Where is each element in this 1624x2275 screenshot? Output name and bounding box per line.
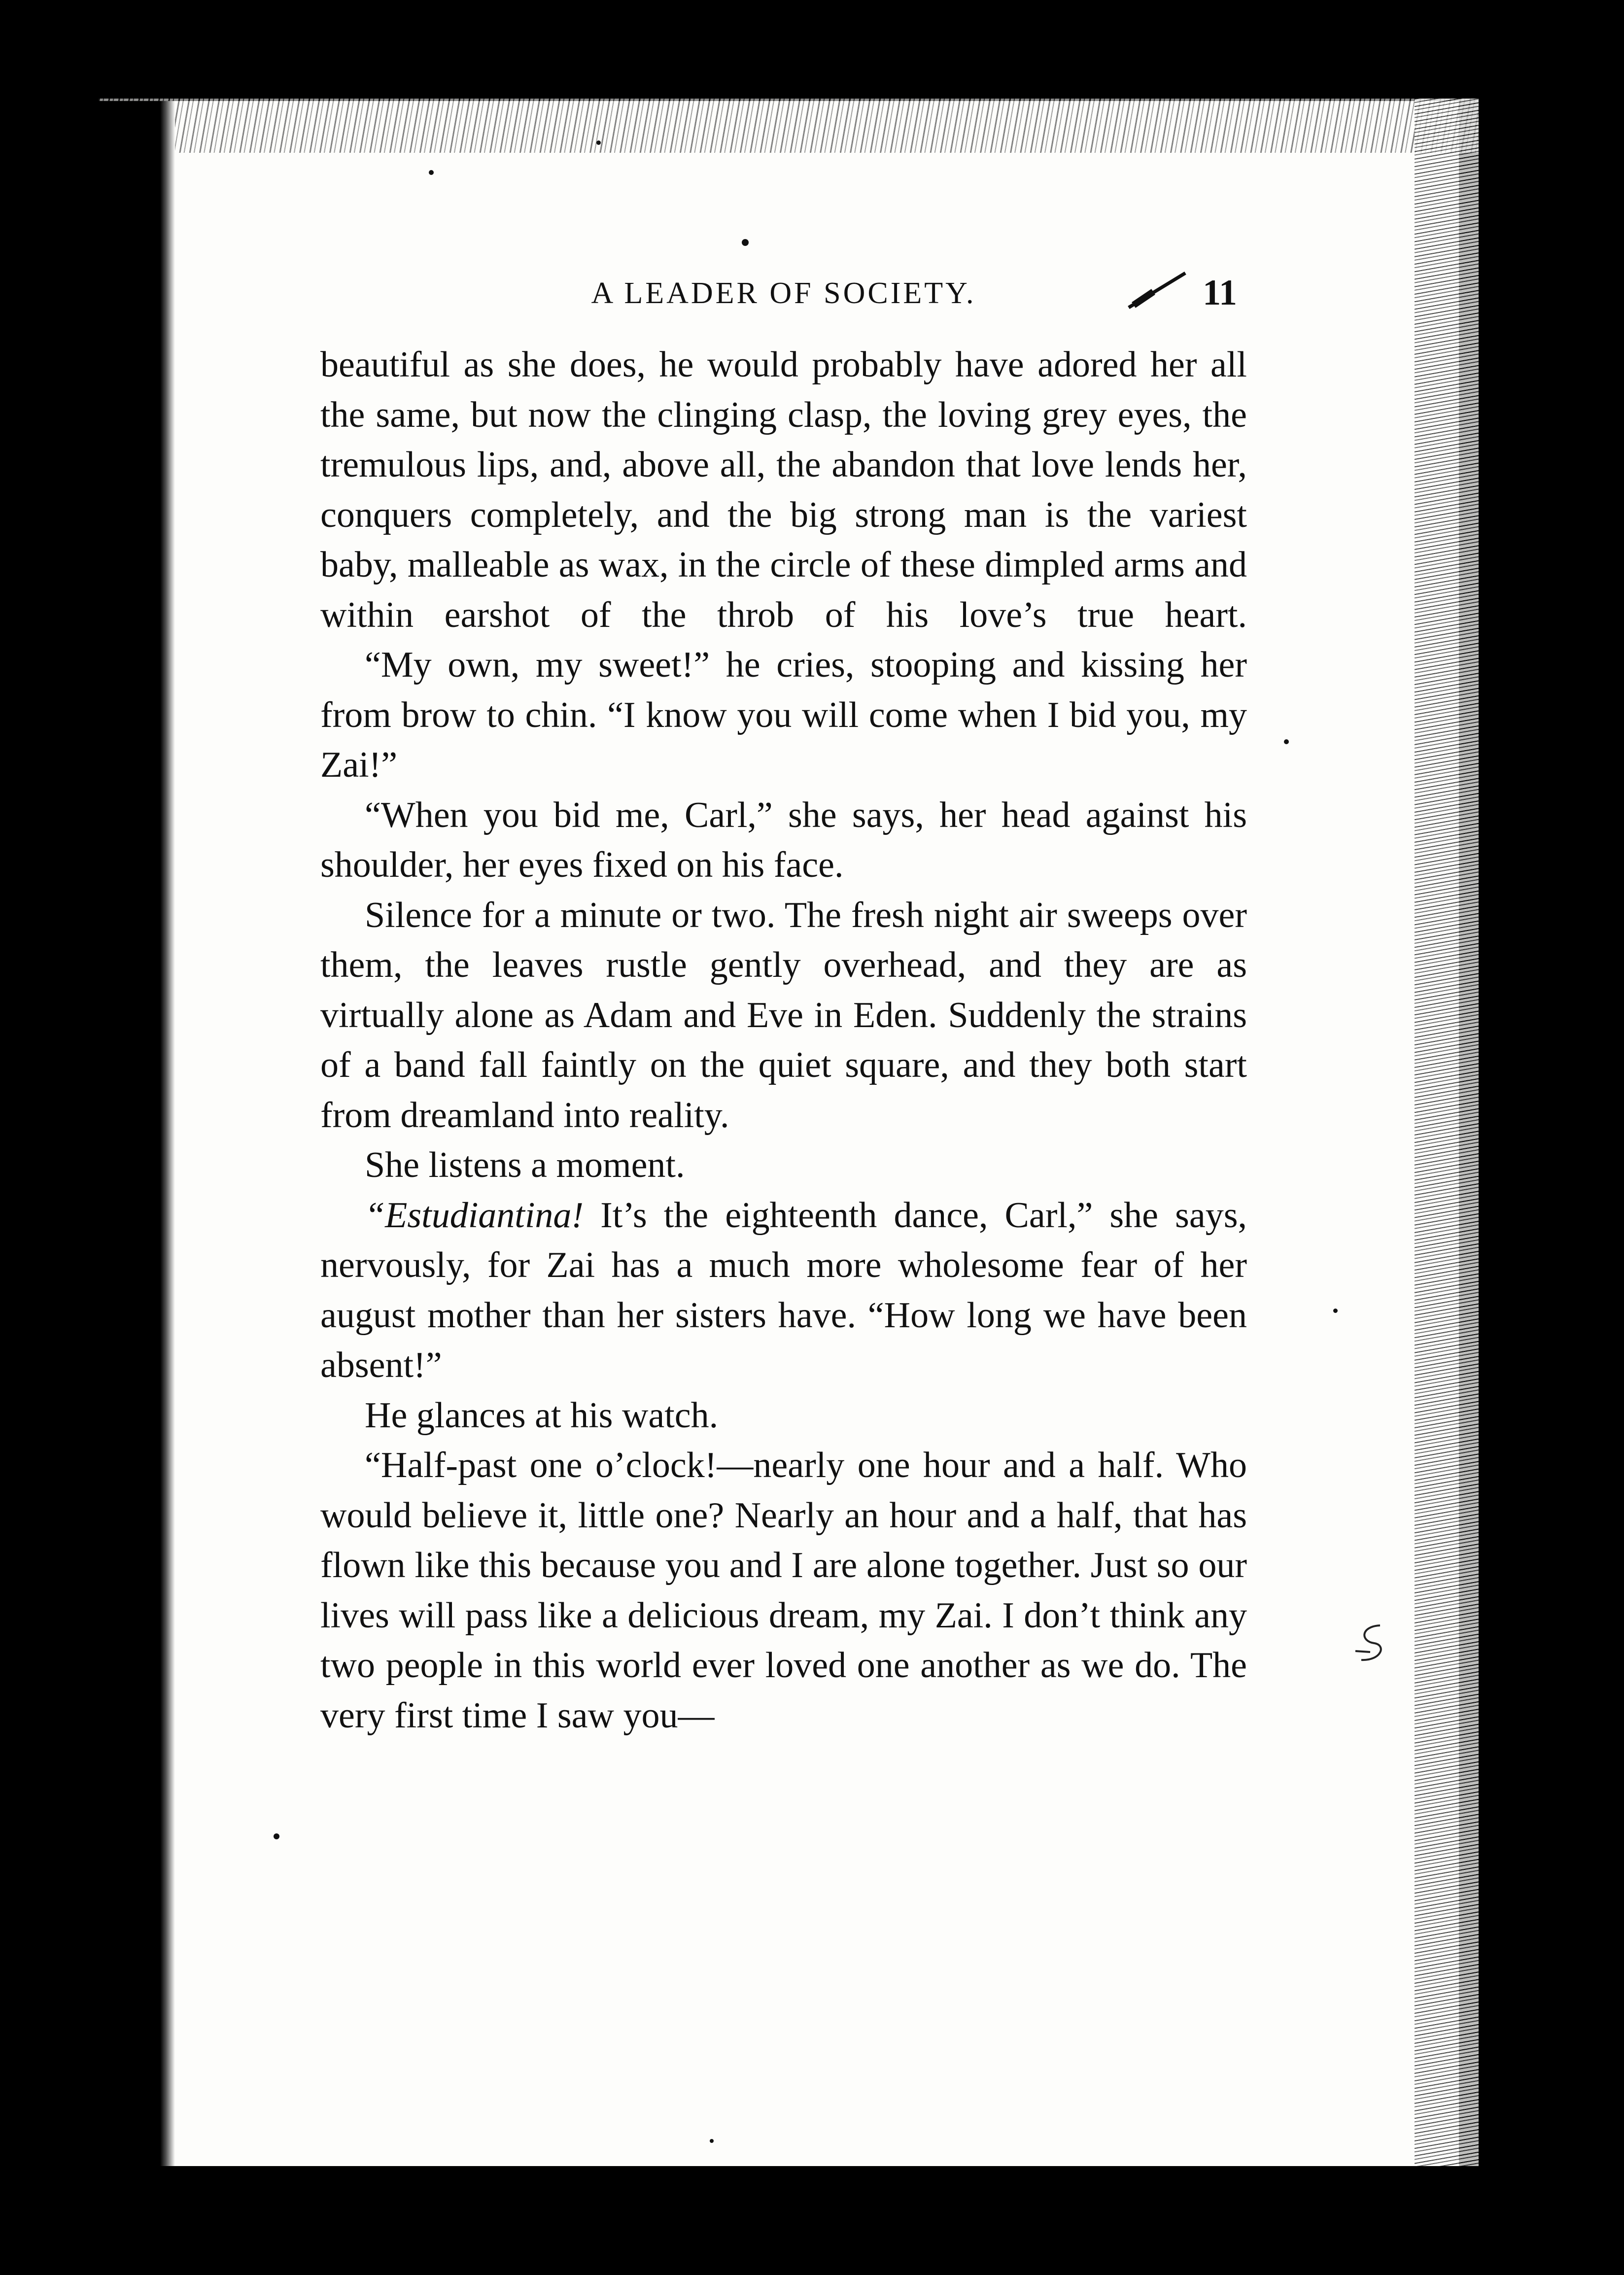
paragraph: “My own, my sweet!” he cries, stooping and kissing her from brow to chin. “I know you will come when I bid you, my Zai!” <box>320 645 1247 785</box>
italic-dance-title: “Estudiantina! <box>365 1195 584 1236</box>
running-head: A LEADER OF SOCIETY. <box>591 276 976 310</box>
binding-shadow <box>99 101 168 2166</box>
paragraph: “When you bid me, Carl,” she says, her head against his shoulder, her eyes fixed on his face. <box>320 794 1247 885</box>
ink-speck <box>596 140 601 145</box>
page-text <box>320 266 1247 1741</box>
page-number: 11 <box>1203 273 1237 313</box>
ink-speck <box>1333 1309 1338 1313</box>
paragraph: “Half-past one o’clock!—nearly one hour and a half. Who would believe it, little one? Nearly an hour and a half, that has flown like this because you and I are alone together. Just so our lives will pass like a delicious dream, my Zai. I don’t think any two people in this world ever loved one another as we do. The very first time I saw you— <box>320 1445 1247 1736</box>
ink-speck <box>742 239 749 246</box>
top-edge-noise <box>99 99 1479 153</box>
paragraph: She listens a moment. <box>365 1145 685 1185</box>
paragraph: beautiful as she does, he would probably have adored her all the same, but now the clinging clasp, the loving grey eyes, the tremulous lips, and, above all, the abandon that love lends her, conquers completely, and the big strong man is the variest baby, malleable as wax, in the circle of these dimpled arms and within earshot of the throb of his love’s true heart. <box>320 345 1247 635</box>
page-header <box>320 266 1247 340</box>
ink-speck <box>429 170 434 175</box>
paragraph: Silence for a minute or two. The fresh night air sweeps over them, the leaves rustle gently overhead, and they are as virtually alone as Adam and Eve in Eden. Suddenly the strains of a band fall faintly on the quiet square, and they both start from dreamland into reality. <box>320 895 1247 1136</box>
ink-speck <box>1284 739 1289 744</box>
right-edge-noise <box>1415 99 1479 2169</box>
pencil-mark <box>1350 1621 1390 1668</box>
paragraph <box>320 1191 1247 1391</box>
pencil-mark-icon <box>1350 1621 1390 1666</box>
ink-speck <box>274 1833 279 1839</box>
paragraph-text: It’s the eighteenth dance, Carl,” she says, nervously, for Zai has a much more wholesome fear of her august mother than her sisters have. “How long we have been absent!” <box>320 1195 1247 1385</box>
ink-speck <box>710 2139 714 2143</box>
paragraph: He glances at his watch. <box>365 1395 719 1436</box>
bottom-border <box>99 2166 1479 2275</box>
pen-stroke-icon <box>1124 268 1193 317</box>
